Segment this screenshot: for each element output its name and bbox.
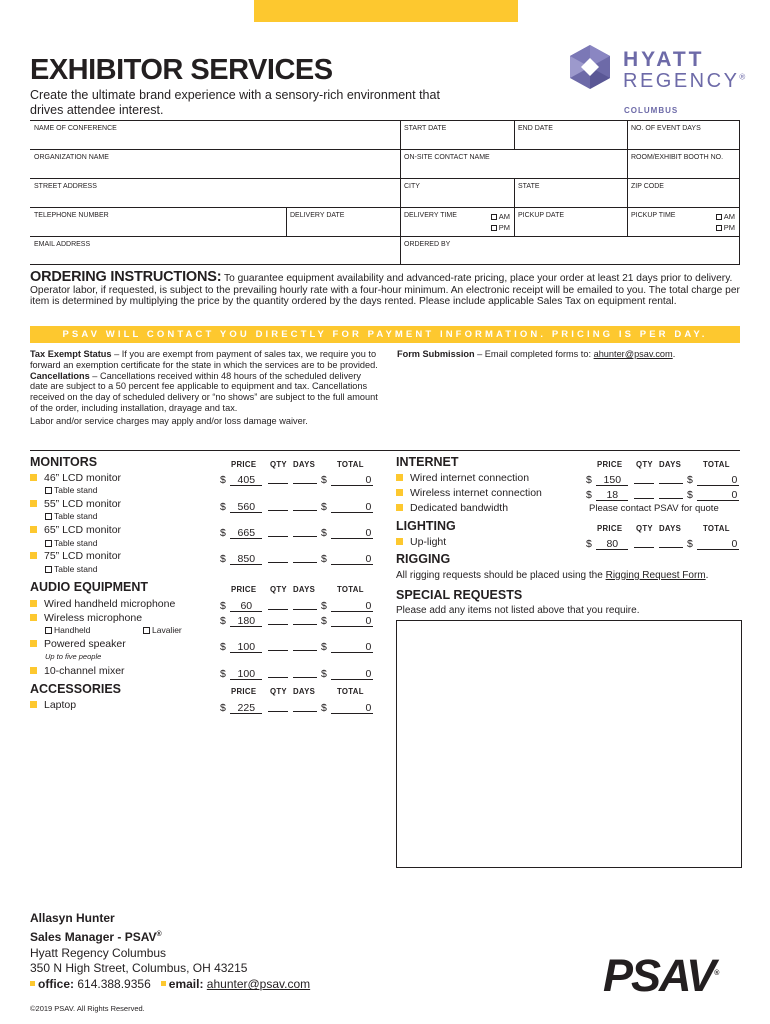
rigging-heading: RIGGING [396, 552, 451, 566]
total-row: $ 0 [321, 702, 372, 714]
price-row: $ 80 [586, 534, 628, 552]
total-value: 0 [331, 600, 373, 612]
days-input[interactable] [293, 598, 317, 610]
price-value: 18 [596, 489, 628, 501]
ordered-by-field[interactable]: ORDERED BY [400, 237, 740, 264]
price-row: $ 100 [220, 664, 262, 682]
qty-input[interactable] [634, 487, 654, 499]
section-divider [30, 450, 740, 451]
lavalier-option[interactable]: Lavalier [143, 625, 182, 635]
list-item: Wireless internet connection [396, 487, 542, 499]
logo-city-text: COLUMBUS [624, 106, 679, 115]
days-input[interactable] [293, 472, 317, 484]
table-stand-option[interactable]: Table stand [45, 538, 97, 548]
table-stand-option[interactable]: Table stand [45, 485, 97, 495]
speaker-note: Up to five people [45, 652, 102, 661]
list-item: 46” LCD monitor [30, 472, 121, 484]
ordering-instructions: ORDERING INSTRUCTIONS: To guarantee equipment availability and advanced-rate pricing, place your order at least 21 days prior to delivery. Operator labor, if requested, is subject to the prevailing hourly rate with a four-hour minimum. An electronic receipt will be emailed to you. The total charge per item is determined by multiplying the price by the quantity ordered by the days rented. Please include applicable Sales Tax on equipment rental. [30, 269, 740, 307]
days-header: DAYS [659, 524, 682, 533]
accessories-heading: ACCESSORIES [30, 682, 121, 696]
bullet-icon [396, 538, 403, 545]
price-value: 560 [230, 501, 262, 513]
days-input[interactable] [293, 700, 317, 712]
price-row: $ 18 [586, 485, 628, 503]
city-field[interactable]: CITY [400, 179, 514, 207]
qty-input[interactable] [268, 666, 288, 678]
list-item: 10-channel mixer [30, 665, 125, 677]
price-value: 60 [230, 600, 262, 612]
bullet-icon [30, 667, 37, 674]
pickup-date-field[interactable]: PICKUP DATE [514, 208, 627, 236]
checkbox-icon [143, 627, 150, 634]
checkbox-icon [45, 513, 52, 520]
state-field[interactable]: STATE [514, 179, 627, 207]
list-item: 75” LCD monitor [30, 550, 121, 562]
days-input[interactable] [659, 472, 683, 484]
total-value: 0 [331, 553, 373, 565]
total-value: 0 [331, 474, 373, 486]
qty-input[interactable] [268, 551, 288, 563]
contact-venue: Hyatt Regency Columbus [30, 945, 167, 960]
zip-code-field[interactable]: ZIP CODE [627, 179, 740, 207]
page-subtitle: Create the ultimate brand experience with a sensory-rich environment that drives attendee interest. [30, 88, 440, 117]
total-row: $ 0 [321, 600, 372, 612]
contact-title: Sales Manager - PSAV® [30, 929, 162, 944]
office-phone[interactable]: 614.388.9356 [77, 977, 151, 992]
price-value: 100 [230, 641, 262, 653]
qty-input[interactable] [268, 639, 288, 651]
price-row: $ 180 [220, 611, 262, 629]
logo-regency-text: REGENCY® [623, 70, 748, 92]
total-row: $ 0 [321, 501, 372, 513]
delivery-am-checkbox[interactable] [491, 214, 497, 220]
audio-heading: AUDIO EQUIPMENT [30, 580, 149, 594]
price-value: 850 [230, 553, 262, 565]
bullet-icon [30, 474, 37, 481]
policy-notes: Tax Exempt Status – If you are exempt from payment of sales tax, we require you to forward an exemption certificate for the state in which the services are to be provided. Cancellations – Cancellations received within 48 hours of the scheduled delivery date are subject to a 50 percent fee applicable to equipment and tax. Cancellations received on the day of scheduled delivery or “no shows” are subject to the full amount of the order, including installation, drayage and tax. Labor and/or service charges may apply and/or loss damage waiver. [30, 349, 378, 426]
days-input[interactable] [293, 639, 317, 651]
conference-info-form [30, 120, 740, 265]
total-value: 0 [697, 538, 739, 550]
pickup-time-field[interactable]: PICKUP TIME AM PM [627, 208, 740, 236]
total-value: 0 [331, 615, 373, 627]
special-requests-heading: SPECIAL REQUESTS [396, 588, 523, 602]
list-item: Wired internet connection [396, 472, 529, 484]
price-header: PRICE [597, 460, 623, 469]
total-row: $ 0 [321, 527, 372, 539]
bullet-icon [30, 600, 37, 607]
price-row: $ 60 [220, 596, 262, 614]
qty-header: QTY [270, 585, 287, 594]
total-row: $ 0 [687, 489, 738, 501]
price-row: $ 850 [220, 549, 262, 567]
checkbox-icon [45, 566, 52, 573]
table-stand-option[interactable]: Table stand [45, 564, 97, 574]
qty-input[interactable] [268, 613, 288, 625]
handheld-option[interactable]: Handheld [45, 625, 90, 635]
organization-name-field[interactable]: ORGANIZATION NAME [34, 154, 109, 161]
onsite-contact-field[interactable]: ON-SITE CONTACT NAME [400, 150, 627, 178]
qty-input[interactable] [268, 472, 288, 484]
price-row: $ 150 [586, 470, 628, 488]
qty-header: QTY [636, 460, 653, 469]
bullet-icon [30, 500, 37, 507]
price-value: 665 [230, 527, 262, 539]
price-row: $ 225 [220, 698, 262, 716]
days-header: DAYS [293, 585, 316, 594]
payment-banner: PSAV WILL CONTACT YOU DIRECTLY FOR PAYMENT INFORMATION. PRICING IS PER DAY. [30, 326, 740, 343]
qty-input[interactable] [268, 700, 288, 712]
special-requests-note: Please add any items not listed above that you require. [396, 605, 640, 616]
days-input[interactable] [659, 536, 683, 548]
total-row: $ 0 [321, 553, 372, 565]
list-item: 55” LCD monitor [30, 498, 121, 510]
days-header: DAYS [293, 687, 316, 696]
days-input[interactable] [293, 613, 317, 625]
price-header: PRICE [231, 460, 257, 469]
bullet-icon [30, 526, 37, 533]
qty-input[interactable] [268, 598, 288, 610]
bullet-icon [30, 640, 37, 647]
list-item: Laptop [30, 699, 76, 711]
total-value: 0 [331, 501, 373, 513]
checkbox-icon [45, 627, 52, 634]
list-item: Wireless microphone [30, 612, 142, 624]
total-value: 0 [331, 641, 373, 653]
days-input[interactable] [293, 551, 317, 563]
price-row: $ 560 [220, 497, 262, 515]
days-header: DAYS [659, 460, 682, 469]
list-item: Powered speaker [30, 638, 126, 650]
contact-lines: office: 614.388.9356 email: ahunter@psav.com [30, 977, 310, 993]
page-title: EXHIBITOR SERVICES [30, 54, 333, 86]
price-header: PRICE [231, 687, 257, 696]
list-item: Up-light [396, 536, 446, 548]
top-accent-bar [254, 0, 518, 22]
total-value: 0 [331, 668, 373, 680]
end-date-field[interactable]: END DATE [514, 121, 627, 149]
bullet-icon [396, 489, 403, 496]
start-date-field[interactable]: START DATE [400, 121, 514, 149]
rigging-form-link[interactable]: Rigging Request Form [605, 570, 706, 581]
bullet-icon [30, 614, 37, 621]
total-row: $ 0 [687, 474, 738, 486]
pickup-pm-checkbox[interactable] [716, 225, 722, 231]
qty-input[interactable] [268, 525, 288, 537]
rigging-note: All rigging requests should be placed using the Rigging Request Form. [396, 570, 709, 581]
days-header: DAYS [293, 460, 316, 469]
price-header: PRICE [231, 585, 257, 594]
telephone-field[interactable]: TELEPHONE NUMBER [34, 212, 109, 219]
copyright: ©2019 PSAV. All Rights Reserved. [30, 1004, 145, 1013]
booth-number-field[interactable]: ROOM/EXHIBIT BOOTH NO. [627, 150, 740, 178]
event-days-field[interactable]: NO. OF EVENT DAYS [627, 121, 740, 149]
qty-input[interactable] [268, 499, 288, 511]
list-item: 65” LCD monitor [30, 524, 121, 536]
monitors-heading: MONITORS [30, 455, 98, 469]
submission-email-link[interactable]: ahunter@psav.com [593, 349, 673, 359]
internet-heading: INTERNET [396, 455, 459, 469]
table-stand-option[interactable]: Table stand [45, 511, 97, 521]
price-row: $ 665 [220, 523, 262, 541]
price-header: PRICE [597, 524, 623, 533]
bullet-icon [30, 701, 37, 708]
price-value: 180 [230, 615, 262, 627]
price-value: 405 [230, 474, 262, 486]
contact-name: Allasyn Hunter [30, 911, 115, 925]
total-value: 0 [331, 702, 373, 714]
total-row: $ 0 [321, 668, 372, 680]
price-value: 100 [230, 668, 262, 680]
qty-input[interactable] [634, 472, 654, 484]
days-input[interactable] [293, 499, 317, 511]
contact-address: 350 N High Street, Columbus, OH 43215 [30, 961, 248, 976]
checkbox-icon [45, 540, 52, 547]
lighting-heading: LIGHTING [396, 519, 456, 533]
total-value: 0 [697, 474, 739, 486]
street-address-field[interactable]: STREET ADDRESS [34, 183, 97, 190]
bullet-icon [396, 504, 403, 511]
list-item: Wired handheld microphone [30, 598, 175, 610]
quote-note: Please contact PSAV for quote [589, 503, 719, 514]
psav-logo: PSAV® [603, 950, 718, 1001]
total-row: $ 0 [321, 641, 372, 653]
qty-input[interactable] [634, 536, 654, 548]
delivery-pm-checkbox[interactable] [491, 225, 497, 231]
total-row: $ 0 [321, 615, 372, 627]
price-row: $ 100 [220, 637, 262, 655]
hyatt-pinwheel-icon [567, 44, 613, 90]
delivery-time-field[interactable]: DELIVERY TIME AM PM [400, 208, 514, 236]
conference-name-field[interactable]: NAME OF CONFERENCE [34, 125, 117, 132]
price-row: $ 405 [220, 470, 262, 488]
contact-email-link[interactable]: ahunter@psav.com [206, 977, 311, 992]
qty-header: QTY [636, 524, 653, 533]
total-header: TOTAL [337, 585, 364, 594]
days-input[interactable] [293, 525, 317, 537]
total-value: 0 [331, 527, 373, 539]
bullet-icon [161, 981, 166, 986]
special-requests-textarea[interactable] [396, 620, 742, 868]
total-row: $ 0 [321, 474, 372, 486]
bullet-icon [30, 981, 35, 986]
bullet-icon [30, 552, 37, 559]
price-value: 150 [596, 474, 628, 486]
total-header: TOTAL [337, 460, 364, 469]
total-value: 0 [697, 489, 739, 501]
total-header: TOTAL [337, 687, 364, 696]
checkbox-icon [45, 487, 52, 494]
form-submission-note: Form Submission – Email completed forms to: ahunter@psav.com. [397, 349, 676, 359]
price-value: 225 [230, 702, 262, 714]
pickup-am-checkbox[interactable] [716, 214, 722, 220]
days-input[interactable] [659, 487, 683, 499]
bullet-icon [396, 474, 403, 481]
total-row: $ 0 [687, 538, 738, 550]
email-address-field[interactable]: EMAIL ADDRESS [34, 241, 91, 248]
delivery-date-field[interactable]: DELIVERY DATE [286, 208, 400, 236]
qty-header: QTY [270, 460, 287, 469]
total-header: TOTAL [703, 524, 730, 533]
days-input[interactable] [293, 666, 317, 678]
contact-block [30, 911, 310, 993]
list-item: Dedicated bandwidth [396, 502, 508, 514]
total-header: TOTAL [703, 460, 730, 469]
price-value: 80 [596, 538, 628, 550]
qty-header: QTY [270, 687, 287, 696]
logo-hyatt-text: HYATT [623, 48, 705, 71]
